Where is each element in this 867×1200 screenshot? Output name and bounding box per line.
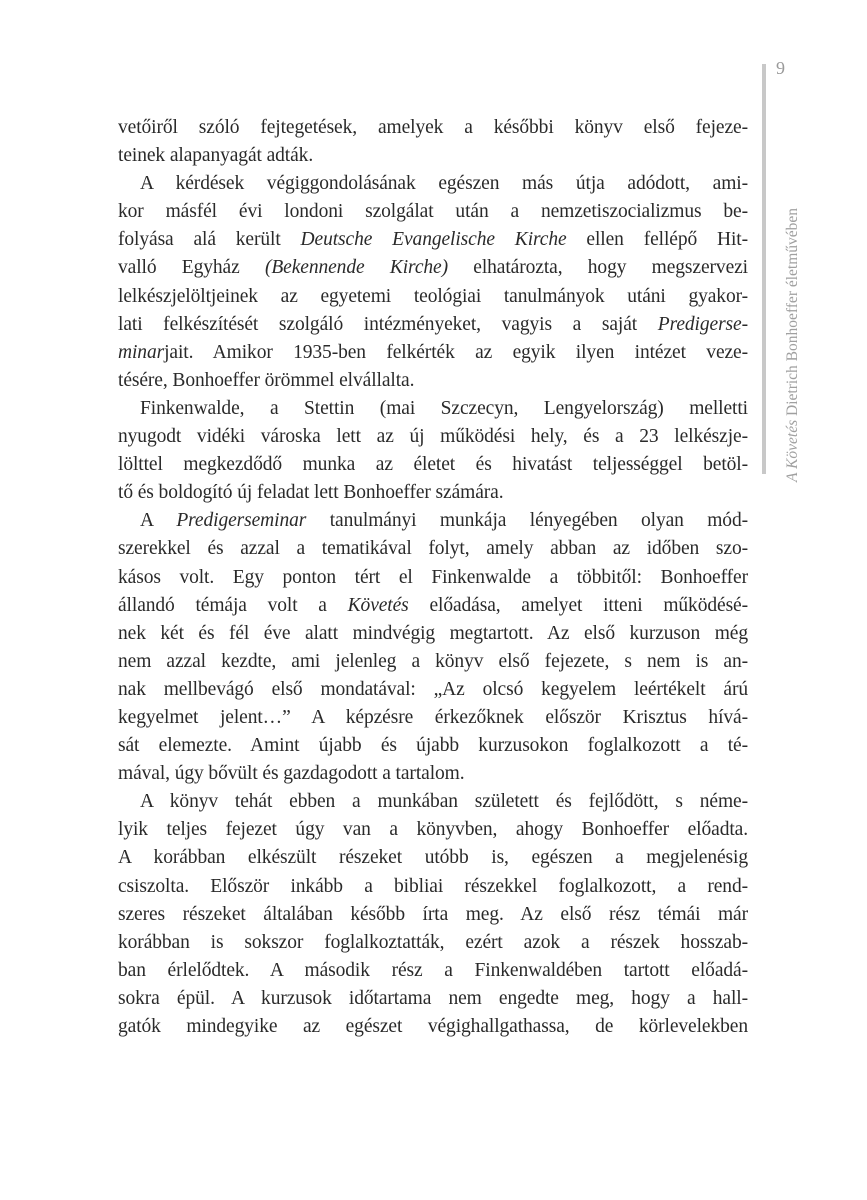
text-segment: szeres részeket általában később írta meg. Az első rész témái már — [118, 903, 748, 925]
text-line — [118, 648, 748, 676]
text-segment: valló Egyház — [118, 257, 265, 279]
text-line — [118, 732, 748, 760]
text-segment: szerekkel és azzal a tematikával folyt, amely abban az időben szo- — [118, 538, 748, 560]
text-line — [118, 564, 748, 592]
text-line — [118, 816, 748, 844]
text-segment: nek két és fél éve alatt mindvégig megtartott. Az első kurzuson még — [118, 622, 748, 644]
text-segment: vetőiről szóló fejtegetések, amelyek a későbbi könyv első fejeze- — [118, 117, 748, 138]
text-segment: kásos volt. Egy ponton tért el Finkenwalde a többitől: Bonhoeffer — [118, 566, 748, 588]
paragraph — [118, 170, 748, 395]
text-segment: állandó témája volt a — [118, 594, 348, 616]
running-head-rest: Dietrich Bonhoeffer életművében — [784, 207, 801, 420]
text-line — [118, 479, 748, 507]
text-line — [118, 844, 748, 872]
text-segment: A korábban elkészült részeket utóbb is, egészen a megjelenésig — [118, 847, 748, 869]
body-text — [118, 114, 748, 1041]
text-segment: elhatározta, hogy megszervezi — [447, 257, 749, 279]
paragraph — [118, 507, 748, 788]
page-number: 9 — [776, 58, 785, 78]
text-segment: lelkészjelöltjeinek az egyetemi teológiai tanulmányok utáni gyakor- — [118, 285, 748, 307]
italic-text: (Bekennende Kirche) — [264, 257, 448, 279]
text-segment: sokra épül. A kurzusok időtartama nem engedte meg, hogy a hall- — [118, 987, 748, 1009]
italic-text: Deutsche Evangelische Kirche — [300, 229, 567, 251]
text-segment: korábban is sokszor foglalkoztatták, ezért azok a részek hosszab- — [118, 931, 748, 953]
italic-text: minar — [118, 341, 165, 363]
text-line — [118, 142, 748, 170]
text-segment: folyása alá került — [118, 229, 301, 251]
text-line — [118, 985, 748, 1013]
text-line — [118, 620, 748, 648]
text-line — [118, 283, 748, 311]
text-segment: sát elemezte. Amint újabb és újabb kurzusokon foglalkozott a té- — [118, 735, 748, 757]
text-line — [118, 114, 748, 142]
text-segment: A — [140, 510, 177, 532]
text-segment: tésére, Bonhoeffer örömmel elvállalta. — [118, 369, 415, 391]
text-line — [118, 676, 748, 704]
running-head-title: A Követés — [784, 419, 801, 482]
running-head — [785, 122, 801, 482]
text-segment: lyik teljes fejezet úgy van a könyvben, ahogy Bonhoeffer előadta. — [118, 819, 748, 841]
text-line — [118, 170, 748, 198]
text-line — [118, 339, 748, 367]
paragraph — [118, 114, 748, 170]
margin-rule — [762, 64, 766, 474]
text-line — [118, 198, 748, 226]
text-line — [118, 704, 748, 732]
italic-text: Predigerseminar — [176, 510, 307, 532]
text-segment: gatók mindegyike az egészet végighallgathassa, de körlevelekben — [118, 1016, 748, 1037]
text-line — [118, 929, 748, 957]
text-line — [118, 873, 748, 901]
text-segment: előadása, amelyet itteni működésé- — [408, 594, 749, 616]
paragraph — [118, 788, 748, 1041]
text-line — [118, 254, 748, 282]
text-segment: tanulmányi munkája lényegében olyan mód- — [306, 510, 748, 532]
text-segment: ban érlelődtek. A második rész a Finkenwaldében tartott előadá- — [118, 959, 748, 981]
text-segment: A kérdések végiggondolásának egészen más útja adódott, ami- — [140, 173, 748, 195]
text-segment: kegyelmet jelent…” A képzésre érkezőknek először Krisztus hívá- — [118, 706, 748, 728]
text-segment: nyugodt vidéki városka lett az új működési hely, és a 23 lelkészje- — [118, 426, 748, 448]
text-segment: lölttel megkezdődő munka az életet és hivatást teljességgel betöl- — [118, 454, 748, 476]
text-line — [118, 957, 748, 985]
text-segment: Finkenwalde, a Stettin (mai Szczecyn, Lengyelország) melletti — [140, 397, 748, 419]
text-line — [118, 395, 748, 423]
paragraph — [118, 395, 748, 507]
text-line — [118, 592, 748, 620]
text-line — [118, 226, 748, 254]
text-line — [118, 367, 748, 395]
text-segment: ellen fellépő Hit- — [566, 229, 749, 251]
text-line — [118, 901, 748, 929]
text-line — [118, 507, 748, 535]
italic-text: Követés — [347, 594, 409, 616]
text-segment: tő és boldogító új feladat lett Bonhoeffer számára. — [118, 482, 504, 504]
text-line — [118, 788, 748, 816]
text-line — [118, 1013, 748, 1041]
italic-text: Predigerse- — [657, 313, 748, 335]
text-line — [118, 535, 748, 563]
text-segment: nem azzal kezdte, ami jelenleg a könyv első fejezete, s nem is an- — [118, 650, 748, 672]
text-segment: A könyv tehát ebben a munkában született és fejlődött, s néme- — [140, 791, 748, 813]
text-segment: csiszolta. Először inkább a bibliai részekkel foglalkozott, a rend- — [118, 875, 748, 897]
text-segment: lati felkészítését szolgáló intézményeket, vagyis a saját — [118, 313, 658, 335]
text-segment: mával, úgy bővült és gazdagodott a tartalom. — [118, 763, 465, 785]
text-line — [118, 423, 748, 451]
text-segment: kor másfél évi londoni szolgálat után a nemzetiszocializmus be- — [118, 201, 748, 223]
text-line — [118, 760, 748, 788]
text-segment: jait. Amikor 1935-ben felkérték az egyik ilyen intézet veze- — [164, 341, 748, 363]
text-segment: teinek alapanyagát adták. — [118, 145, 314, 167]
text-line — [118, 451, 748, 479]
text-segment: nak mellbevágó első mondatával: „Az olcsó kegyelem leértékelt árú — [118, 678, 748, 700]
text-line — [118, 311, 748, 339]
